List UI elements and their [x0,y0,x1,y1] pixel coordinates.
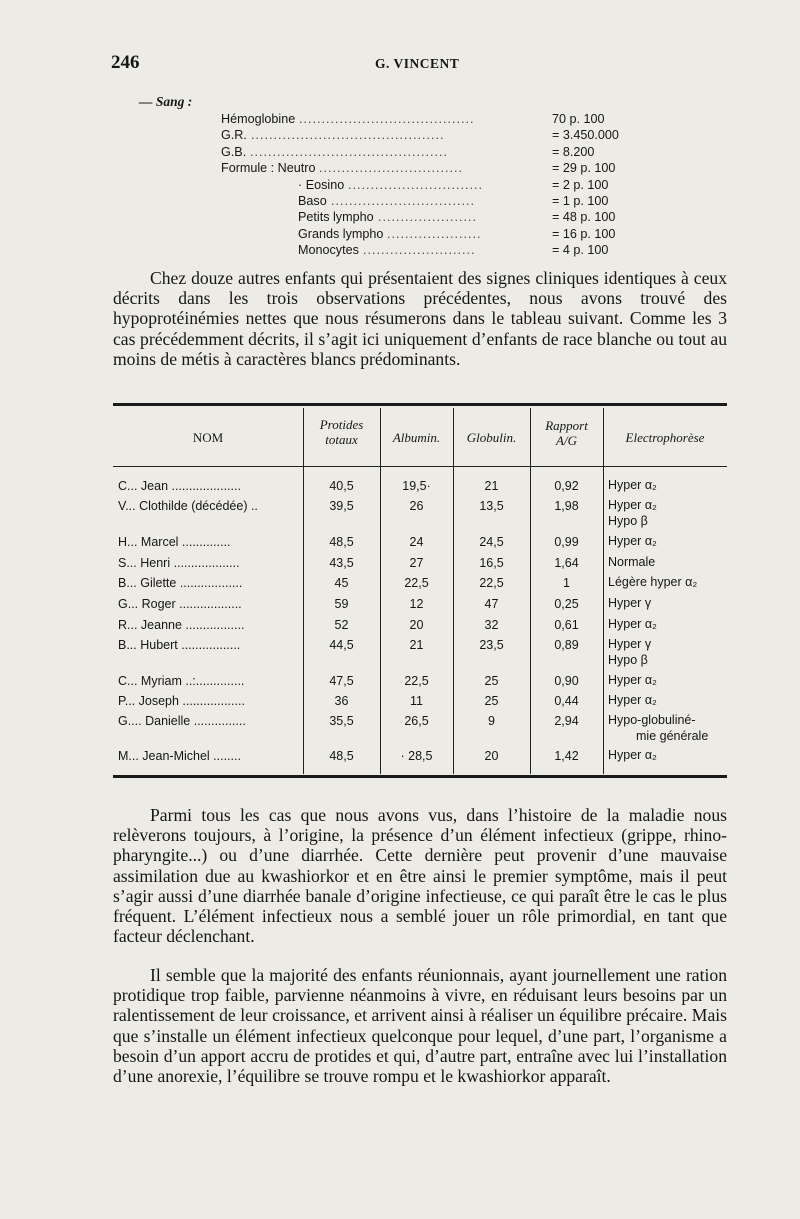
cell-globulin: 13,5 [479,499,504,513]
running-head [111,52,728,76]
cell-albumin: 12 [409,597,424,611]
cell-nom: R... Jeanne ................. [118,618,245,632]
cell-protides: 47,5 [329,674,354,688]
cell-globulin: 23,5 [479,638,504,652]
cell-electrophorese-line-2: Hypo β [608,653,648,667]
cell-globulin: 32 [484,618,499,632]
cell-rapport: 0,89 [554,638,579,652]
paragraph-equilibrium [113,965,727,1086]
cell-albumin: · 28,5 [400,749,433,763]
cell-electrophorese: Hyper α₂ [608,673,657,687]
cell-protides: 52 [334,618,349,632]
blood-row [221,160,641,176]
cell-electrophorese: Hyper α₂ [608,617,657,631]
header-protides: Protides [319,417,364,432]
cell-albumin: 21 [409,638,424,652]
table-bottom-rule [113,775,727,778]
blood-leader: ................................ [331,193,475,208]
blood-value: 70 p. 100 [552,112,605,126]
paragraph-intro-text: Chez douze autres enfants qui présentaient des signes cliniques identiques à ceux décrits dans les trois observations précédentes, nous avons trouvé des hypoprotéinémies nettes que nous résumerons dans le tableau suivant. Comme les 3 cas précédemment décrits, il s’agit ici uniquement d’enfants de race blanche ou tout au moins de métis à caractères blancs prédominants. [113,268,727,369]
paragraph-infection [113,805,727,946]
cell-electrophorese: Hyper γ [608,596,652,610]
blood-leader: ................................ [319,161,463,176]
blood-value: = 2 p. 100 [552,177,609,192]
cell-rapport: 0,92 [554,479,579,493]
cell-protides: 35,5 [329,714,354,728]
cell-albumin: 26,5 [404,714,429,728]
cell-electrophorese: Normale [608,555,656,569]
table-top-rule [113,403,727,406]
blood-row [221,193,641,209]
cell-rapport: 1,42 [554,749,579,763]
blood-leader: ...................... [378,210,477,225]
blood-leader: ..................... [387,226,482,241]
header-globulin: Globulin. [466,430,517,445]
cell-electrophorese: Hyper α₂ [608,693,657,707]
blood-leader: ....................................... [299,112,475,126]
cell-electrophorese: Légère hyper α₂ [608,575,698,589]
blood-label: Formule : Neutro [221,161,316,176]
cell-protides: 43,5 [329,556,354,570]
cell-electrophorese: Hyper α₂ [608,478,657,492]
cell-nom: C... Myriam ..:.............. [118,674,245,688]
section-label: — Sang : [139,94,193,109]
blood-label: G.B. [221,144,247,159]
blood-leader: ........................................... [251,128,445,143]
cell-electrophorese: Hypo-globuliné- [608,713,696,727]
blood-value: = 16 p. 100 [552,226,616,241]
blood-value: = 48 p. 100 [552,210,616,225]
cell-albumin: 11 [410,694,423,708]
header-protides-2: totaux [325,432,358,447]
cell-albumin: 19,5· [402,479,431,493]
blood-value: = 1 p. 100 [552,193,609,208]
blood-results-list [221,111,641,259]
blood-leader: ......................... [363,243,476,258]
cell-rapport: 0,25 [554,597,579,611]
cell-globulin: 24,5 [479,535,504,549]
blood-value: = 8.200 [552,144,595,159]
cell-rapport: 1 [563,576,570,590]
blood-row [221,144,641,160]
cell-protides: 40,5 [329,479,354,493]
cell-nom: P... Joseph .................. [118,694,245,708]
page-number: 246 [111,52,140,73]
header-electrophorese: Electrophorèse [625,430,705,445]
blood-leader: .............................. [348,177,483,192]
cell-electrophorese-line-2: mie générale [636,729,709,743]
cell-protides: 45 [334,576,349,590]
blood-label: Hémoglobine [221,112,296,126]
cell-albumin: 27 [409,556,424,570]
cell-albumin: 26 [409,499,424,513]
blood-row [221,177,641,193]
cell-rapport: 0,99 [554,535,579,549]
cell-rapport: 2,94 [554,714,579,728]
table-header-rule [113,466,727,467]
blood-label: Baso [298,193,327,208]
cell-globulin: 47 [484,597,499,611]
cell-electrophorese: Hyper γ [608,637,652,651]
header-title: G. VINCENT [375,56,460,71]
cell-protides: 36 [334,694,349,708]
cell-protides: 39,5 [329,499,354,513]
cell-rapport: 0,90 [554,674,579,688]
paragraph-equilibrium-text: Il semble que la majorité des enfants réunionnais, ayant journellement une ration protidique trop faible, parvienne néanmoins à vivre, en réduisant leurs besoins par un ralentissement de leur croissance, et arrivent ainsi à réaliser un équilibre précaire. Mais que s’installe un élément infectieux quelconque pour lequel, d’une part, l’organisme a besoin d’un apport accru de protides et qui, d’autre part, entraîne avec lui l’installation d’une anorexie, l’équilibre se trouve rompu et le kwashiorkor apparaît. [113,965,727,1087]
cell-globulin: 20 [484,749,499,763]
cell-globulin: 16,5 [479,556,504,570]
cell-rapport: 0,44 [554,694,579,708]
blood-label: Petits lympho [298,210,374,225]
blood-row [221,209,641,225]
cell-nom: V... Clothilde (décédée) .. [118,499,258,513]
cell-nom: B... Hubert ................. [118,638,241,652]
cell-protides: 48,5 [329,535,354,549]
cell-rapport: 1,98 [554,499,579,513]
cell-nom: M... Jean-Michel ........ [118,749,241,763]
cell-protides: 48,5 [329,749,354,763]
cell-nom: S... Henri ................... [118,556,240,570]
cell-electrophorese: Hyper α₂ [608,748,657,762]
blood-row [221,111,641,127]
cell-rapport: 0,61 [554,618,579,632]
table-column-divider [603,408,604,774]
paragraph-intro [113,268,727,369]
blood-leader: ............................................ [250,144,448,159]
cell-electrophorese: Hyper α₂ [608,534,657,548]
cell-globulin: 22,5 [479,576,504,590]
cell-rapport: 1,64 [554,556,579,570]
header-nom: NOM [192,430,224,445]
blood-row [221,242,641,258]
cell-protides: 59 [334,597,349,611]
cell-globulin: 25 [484,694,499,708]
cell-albumin: 22,5 [404,674,429,688]
blood-row [221,226,641,242]
cell-electrophorese: Hyper α₂ [608,498,657,512]
cell-albumin: 22,5 [404,576,429,590]
blood-label: · Eosino [298,177,345,192]
cell-nom: H... Marcel .............. [118,535,231,549]
cell-nom: B... Gilette .................. [118,576,243,590]
header-rapport: Rapport [545,418,588,433]
cell-protides: 44,5 [329,638,354,652]
paragraph-infection-text: Parmi tous les cas que nous avons vus, dans l’histoire de la maladie nous relèverons toujours, à l’origine, la présence d’un élément infectieux (grippe, rhino-pharyngite...) ou d’une diarrhée. Cette dernière peut provenir d’une mauvaise assimilation due au kwashiorkor et en être ainsi le premier symptôme, mais il peut s’agir aussi d’une diarrhée banale d’origine infectieuse, ce qui paraît être le cas le plus fréquent. L’élément infectieux nous a semblé jouer un rôle primordial, en tant que facteur déclenchant. [113,805,727,947]
cell-globulin: 21 [484,479,499,493]
cell-electrophorese-line-2: Hypo β [608,514,648,528]
cell-nom: G... Roger .................. [118,597,242,611]
blood-label: Grands lympho [298,226,384,241]
blood-row [221,127,641,143]
blood-value: = 3.450.000 [552,128,619,143]
blood-label: Monocytes [298,243,359,258]
header-albumin: Albumin. [392,430,441,445]
cell-globulin: 9 [488,714,495,728]
cell-albumin: 24 [409,535,424,549]
cell-globulin: 25 [484,674,499,688]
blood-value: = 4 p. 100 [552,243,609,258]
blood-value: = 29 p. 100 [552,161,616,176]
cell-nom: C... Jean .................... [118,479,241,493]
header-rapport-2: A/G [556,433,577,448]
cell-albumin: 20 [409,618,424,632]
blood-label: G.R. [221,128,247,143]
cell-nom: G.... Danielle ............... [118,714,246,728]
